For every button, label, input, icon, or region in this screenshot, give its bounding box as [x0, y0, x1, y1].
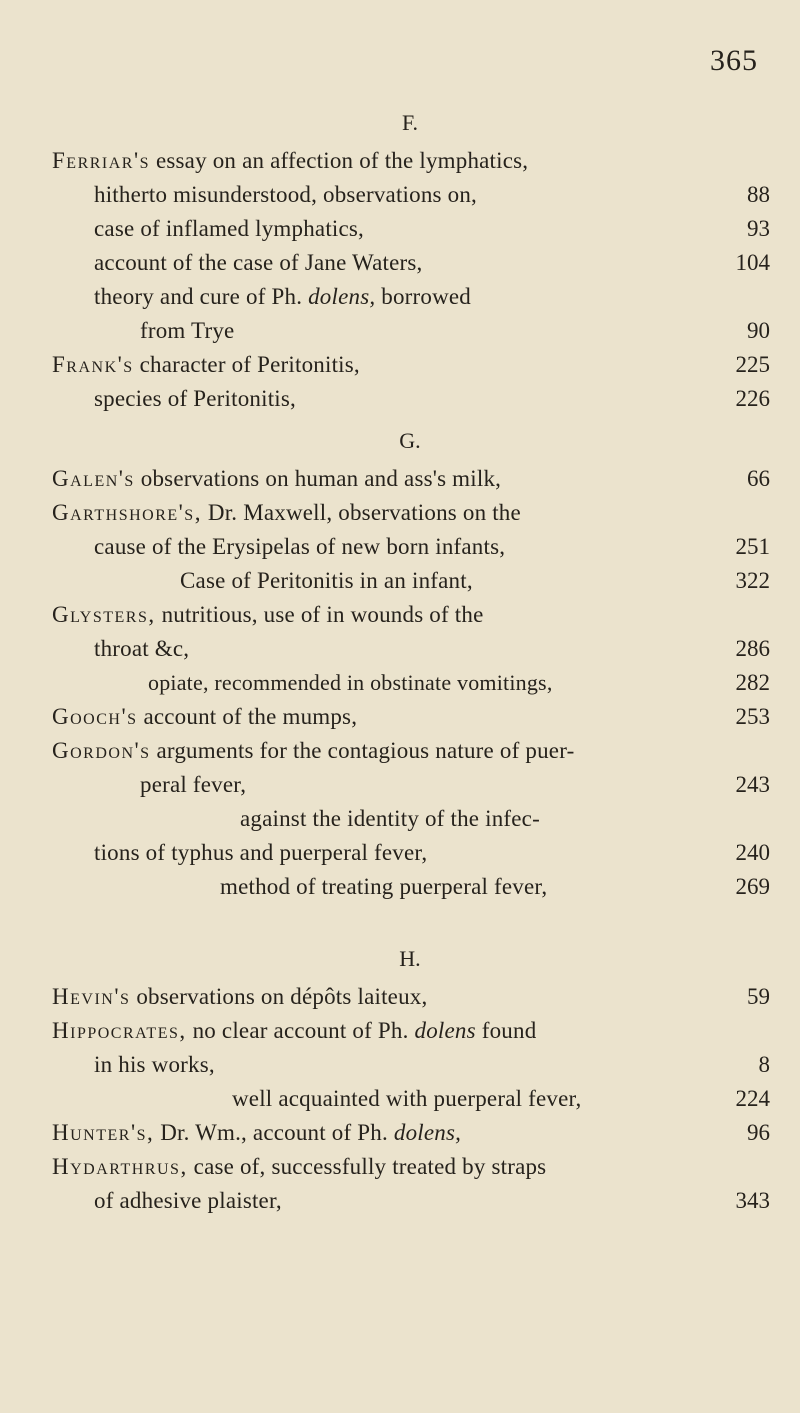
index-subentry: method of treating puerperal fever,: [220, 874, 548, 899]
page-ref: 96: [747, 1120, 770, 1145]
page-ref: 226: [735, 386, 770, 411]
entry-text: character of Peritonitis,: [139, 352, 360, 377]
entry-text: observations on human and ass's milk,: [140, 466, 502, 491]
entry-name: Hunter's,: [52, 1120, 155, 1145]
entry-name: Glysters,: [52, 602, 156, 627]
index-entry-gooch: [52, 704, 357, 730]
entry-text: Dr. Wm., account of Ph.: [160, 1120, 388, 1145]
index-subentry: species of Peritonitis,: [94, 386, 296, 411]
index-entry-glysters: [52, 602, 484, 628]
page-ref: 93: [747, 216, 770, 241]
entry-name: Hydarthrus,: [52, 1154, 188, 1179]
page-ref: 343: [735, 1188, 770, 1213]
page-ref: 59: [747, 984, 770, 1009]
index-entry-ferriar: [52, 148, 528, 174]
page-ref: 88: [747, 182, 770, 207]
entry-text: nutritious, use of in wounds of the: [161, 602, 484, 627]
entry-name: Gooch's: [52, 704, 138, 729]
index-entry-gordon: [52, 738, 574, 764]
index-subentry: hitherto misunderstood, observations on,: [94, 182, 477, 207]
entry-text: essay on an affection of the lymphatics,: [155, 148, 529, 173]
page-ref: 269: [735, 874, 770, 899]
index-entry-garthshore: [52, 500, 521, 526]
page-number: 365: [710, 44, 758, 77]
entry-text: account of the mumps,: [143, 704, 358, 729]
index-entry-galen: [52, 466, 501, 492]
page-ref: 240: [735, 840, 770, 865]
page-ref: 90: [747, 318, 770, 343]
page-ref: 253: [735, 704, 770, 729]
index-subentry: well acquainted with puerperal fever,: [232, 1086, 582, 1111]
page-ref: 282: [735, 670, 770, 695]
index-entry-hunter: [52, 1120, 461, 1146]
page-ref: 225: [735, 352, 770, 377]
entry-italic: dolens,: [308, 284, 376, 309]
entry-text: observations on dépôts laiteux,: [136, 984, 428, 1009]
index-subentry: account of the case of Jane Waters,: [94, 250, 423, 275]
index-entry-hippocrates: [52, 1018, 536, 1044]
index-subentry: throat &c,: [94, 636, 190, 661]
index-subentry: cause of the Erysipelas of new born infants,: [94, 534, 506, 559]
index-subentry: peral fever,: [140, 772, 247, 797]
entry-text: Dr. Maxwell, observations on the: [207, 500, 521, 525]
index-subentry: Case of Peritonitis in an infant,: [180, 568, 473, 593]
section-letter-g: G.: [399, 428, 421, 453]
page-ref: 286: [735, 636, 770, 661]
entry-italic: dolens,: [393, 1120, 462, 1145]
entry-text: borrowed: [381, 284, 472, 309]
entry-name: Hippocrates,: [52, 1018, 187, 1043]
entry-italic: dolens: [414, 1018, 476, 1043]
index-subentry: tions of typhus and puerperal fever,: [94, 840, 428, 865]
entry-text: found: [481, 1018, 537, 1043]
entry-name: Garthshore's,: [52, 500, 202, 525]
index-subentry: opiate, recommended in obstinate vomitings,: [148, 670, 553, 695]
page-ref: 224: [735, 1086, 770, 1111]
entry-name: Galen's: [52, 466, 135, 491]
index-subentry: from Trye: [140, 318, 235, 343]
index-subentry: case of inflamed lymphatics,: [94, 216, 365, 241]
index-entry-frank: [52, 352, 360, 378]
section-letter-h: H.: [399, 946, 421, 971]
entry-text: case of, successfully treated by straps: [193, 1154, 547, 1179]
entry-name: Frank's: [52, 352, 134, 377]
entry-text: theory and cure of Ph.: [94, 284, 303, 309]
index-subentry: against the identity of the infec-: [240, 806, 540, 831]
page-ref: 104: [735, 250, 770, 275]
entry-name: Hevin's: [52, 984, 131, 1009]
section-letter-f: F.: [402, 110, 418, 135]
page-ref: 243: [735, 772, 770, 797]
page-ref: 322: [735, 568, 770, 593]
index-subentry: [94, 284, 471, 310]
page-ref: 8: [758, 1052, 770, 1077]
entry-name: Gordon's: [52, 738, 151, 763]
entry-text: arguments for the contagious nature of puer-: [156, 738, 575, 763]
page-ref: 251: [735, 534, 770, 559]
index-entry-hevin: [52, 984, 427, 1010]
index-entry-hydarthrus: [52, 1154, 546, 1180]
index-subentry: in his works,: [94, 1052, 215, 1077]
page-ref: 66: [747, 466, 770, 491]
entry-name: Ferriar's: [52, 148, 151, 173]
entry-text: no clear account of Ph.: [192, 1018, 409, 1043]
index-subentry: of adhesive plaister,: [94, 1188, 282, 1213]
